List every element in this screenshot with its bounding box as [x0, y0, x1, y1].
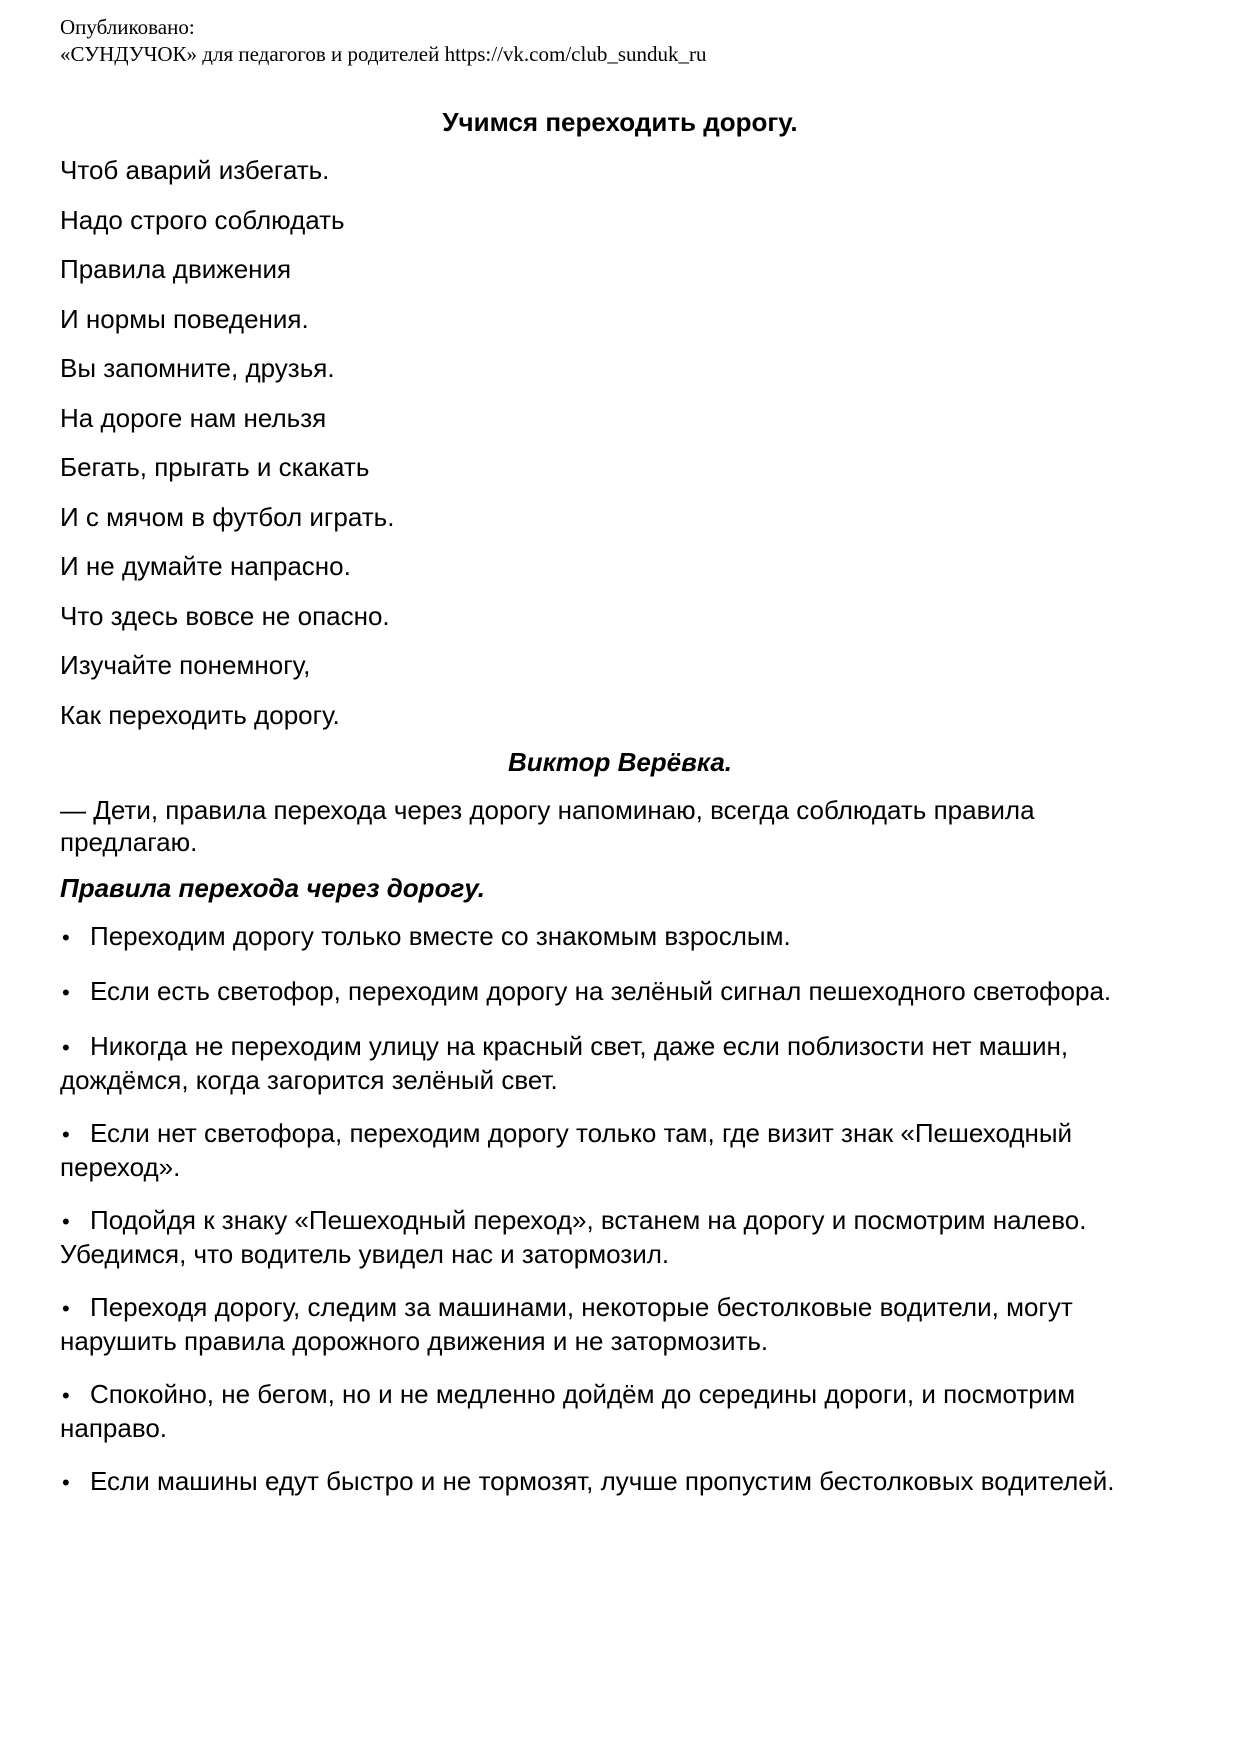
rule-item	[60, 1030, 1140, 1096]
poem	[60, 154, 1180, 731]
poem-line: Чтоб аварий избегать.	[60, 155, 330, 185]
rule-text: Если машины едут быстро и не тормозят, лучше пропустим бестолковых водителей.	[90, 1466, 1115, 1496]
poem-line: И с мячом в футбол играть.	[60, 501, 395, 532]
bullet-icon: •	[62, 1296, 70, 1321]
rule-item	[60, 1291, 1140, 1357]
poem-line: И нормы поведения.	[60, 303, 309, 334]
rule-item	[60, 1378, 1140, 1444]
rules-list	[60, 920, 1140, 1499]
rule-item	[60, 1204, 1140, 1270]
poem-author: Виктор Верёвка.	[507, 747, 733, 777]
rule-item	[60, 1465, 1140, 1499]
poem-line: Вы запомните, друзья.	[60, 353, 335, 383]
rule-text: Если есть светофор, переходим дорогу на зелёный сигнал пешеходного светофора.	[90, 976, 1112, 1006]
poem-line: Изучайте понемногу,	[60, 650, 311, 680]
bullet-icon: •	[62, 1122, 70, 1147]
rule-item	[60, 975, 1140, 1009]
poem-line: Правила движения	[60, 254, 292, 284]
rule-text: Переходя дорогу, следим за машинами, некоторые бестолковые водители, могут нарушить правила дорожного движения и не затормозить.	[60, 1292, 1073, 1356]
publisher-source: «СУНДУЧОК» для педагогов и родителей https://vk.com/club_sunduk_ru	[60, 42, 707, 66]
publisher-label: Опубликовано:	[60, 15, 195, 39]
poem-line: Надо строго соблюдать	[60, 204, 345, 235]
poem-line: На дороге нам нельзя	[60, 402, 327, 433]
poem-line: И не думайте напрасно.	[60, 551, 351, 581]
intro-paragraph: — Дети, правила перехода через дорогу напоминаю, всегда соблюдать правила предлагаю.	[60, 795, 1035, 857]
poem-line: Бегать, прыгать и скакать	[60, 452, 370, 482]
page-title: Учимся переходить дорогу.	[442, 107, 798, 137]
bullet-icon: •	[62, 1209, 70, 1234]
rule-text: Если нет светофора, переходим дорогу только там, где визит знак «Пешеходный переход».	[60, 1118, 1073, 1182]
poem-line: Что здесь вовсе не опасно.	[60, 600, 390, 631]
rule-text: Спокойно, не бегом, но и не медленно дойдём до середины дороги, и посмотрим направо.	[60, 1379, 1076, 1443]
bullet-icon: •	[62, 980, 70, 1005]
rules-heading: Правила перехода через дорогу.	[60, 873, 486, 903]
rule-text: Подойдя к знаку «Пешеходный переход», встанем на дорогу и посмотрим налево. Убедимся, что водитель увидел нас и затормозил.	[60, 1205, 1087, 1269]
rule-text: Никогда не переходим улицу на красный свет, даже если поблизости нет машин, дождёмся, когда загорится зелёный свет.	[60, 1031, 1069, 1095]
rule-item	[60, 1117, 1140, 1183]
bullet-icon: •	[62, 1383, 70, 1408]
bullet-icon: •	[62, 1470, 70, 1495]
bullet-icon: •	[62, 925, 70, 950]
rule-text: Переходим дорогу только вместе со знакомым взрослым.	[90, 921, 791, 951]
bullet-icon: •	[62, 1035, 70, 1060]
rule-item	[60, 920, 1140, 954]
poem-line: Как переходить дорогу.	[60, 699, 340, 730]
